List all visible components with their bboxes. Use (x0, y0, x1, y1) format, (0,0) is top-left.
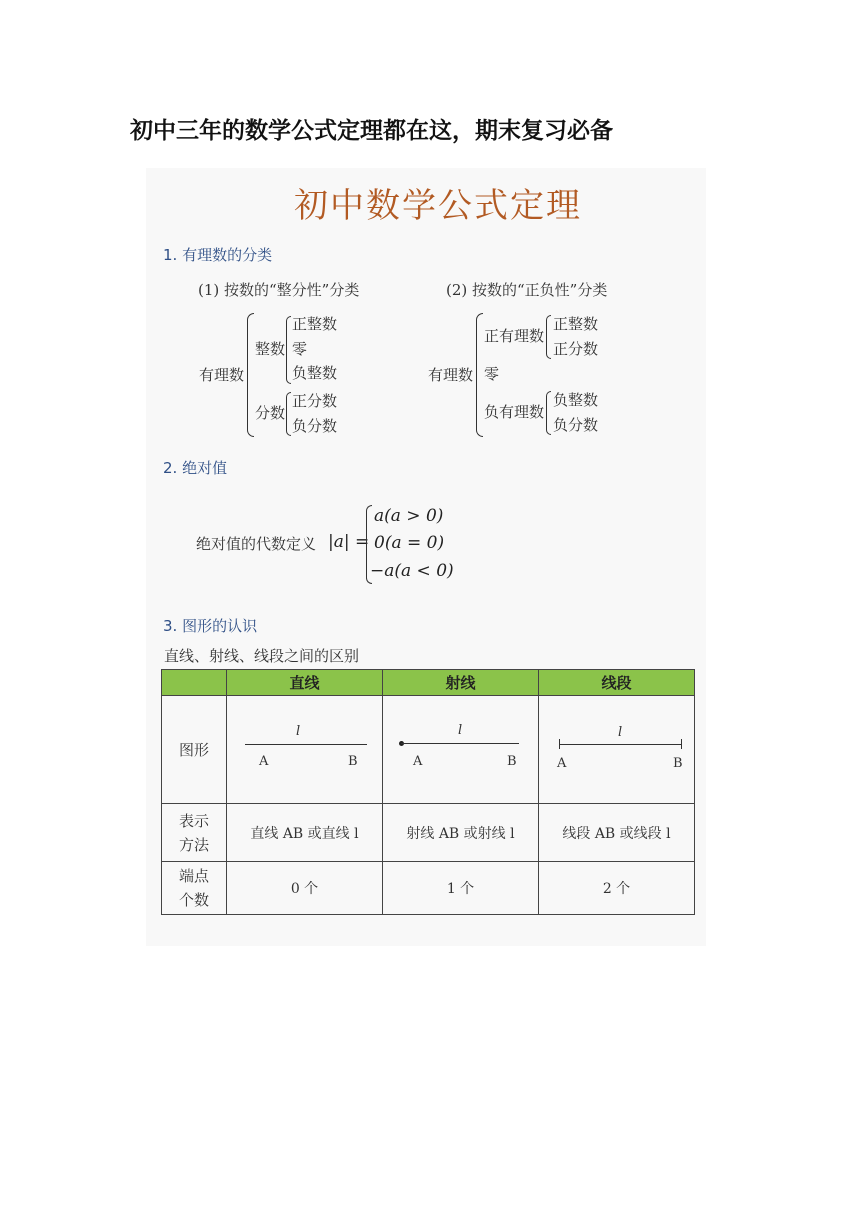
left-g2-name: 分数 (255, 404, 286, 422)
figure-segment (539, 696, 694, 803)
right-g1-name: 正有理数 (484, 327, 545, 345)
right-g2-item: 负整数 (553, 391, 599, 409)
table-row-figure (162, 696, 695, 804)
figure-line (227, 696, 382, 803)
right-root-brace (476, 313, 483, 437)
figure-ray-cell (383, 696, 539, 804)
left-g1-item: 零 (292, 340, 308, 358)
ray-label-l: l (458, 723, 463, 738)
right-g1-item: 正整数 (553, 315, 599, 333)
abs-def-label: 绝对值的代数定义 (196, 535, 317, 553)
left-g1-item: 负整数 (292, 364, 338, 382)
section3-subheading: 直线、射线、线段之间的区别 (164, 647, 360, 665)
notation-cell: 直线 AB 或直线 l (227, 804, 383, 862)
right-g2-item: 负分数 (553, 416, 599, 434)
table-header-row (162, 670, 695, 696)
line-label-l: l (296, 724, 301, 739)
abs-case (370, 561, 454, 581)
column-header-ray: 射线 (383, 670, 539, 696)
abs-lhs (328, 532, 369, 552)
abs-case (374, 533, 444, 553)
endpoint-count-cell: 2 个 (539, 862, 695, 915)
left-g2-item: 正分数 (292, 392, 338, 410)
right-g2-name: 负有理数 (484, 403, 545, 421)
left-g2-item: 负分数 (292, 417, 338, 435)
column-header-line: 直线 (227, 670, 383, 696)
segment-label-l: l (618, 725, 623, 740)
figure-segment-cell (539, 696, 695, 804)
point-a-label: A (259, 754, 269, 769)
left-g1-brace (286, 316, 291, 384)
ray-stroke (401, 743, 519, 744)
row-label-notation: 表示方法 (162, 804, 227, 862)
figure-ray (383, 696, 538, 803)
line-stroke (245, 744, 367, 745)
figure-line-cell (227, 696, 383, 804)
point-b-label: B (673, 756, 683, 771)
right-root: 有理数 (428, 366, 474, 384)
row-label-figure: 图形 (162, 696, 227, 804)
table-header-blank (162, 670, 227, 696)
left-root: 有理数 (199, 366, 245, 384)
card-title: 初中数学公式定理 (294, 186, 582, 226)
abs-case-text: a(a > 0) (374, 506, 444, 526)
point-a-label: A (413, 754, 423, 769)
segment-tick-right (681, 739, 682, 749)
abs-case-text: −a(a < 0) (370, 561, 454, 581)
point-a-label: A (557, 756, 567, 771)
abs-case (374, 506, 443, 526)
section2-heading: 2. 绝对值 (163, 459, 228, 477)
abs-case-text: 0(a = 0) (374, 533, 445, 553)
abs-lhs-text: |a| = (328, 532, 370, 552)
line-comparison-table (161, 669, 695, 915)
right-g1-item: 正分数 (553, 340, 599, 358)
right-g2-brace (546, 391, 551, 435)
right-caption: (2) 按数的“正负性”分类 (446, 281, 608, 299)
row-label-endpoints: 端点个数 (162, 862, 227, 915)
column-header-segment: 线段 (539, 670, 695, 696)
endpoint-count-cell: 1 个 (383, 862, 539, 915)
page-headline: 初中三年的数学公式定理都在这，期末复习必备 (130, 118, 613, 144)
endpoint-count-cell: 0 个 (227, 862, 383, 915)
right-g1-brace (546, 315, 551, 359)
left-g2-brace (286, 392, 291, 436)
table-row-notation (162, 804, 695, 862)
segment-stroke (559, 744, 681, 745)
section3-heading: 3. 图形的认识 (163, 617, 258, 635)
left-g1-item: 正整数 (292, 315, 338, 333)
point-b-label: B (507, 754, 517, 769)
left-g1-name: 整数 (255, 340, 286, 358)
notation-cell: 射线 AB 或射线 l (383, 804, 539, 862)
right-zero: 零 (484, 365, 500, 383)
notation-cell: 线段 AB 或线段 l (539, 804, 695, 862)
table-row-endpoints (162, 862, 695, 915)
left-caption: (1) 按数的“整分性”分类 (198, 281, 360, 299)
point-b-label: B (348, 754, 358, 769)
left-root-brace (247, 313, 254, 437)
section1-heading: 1. 有理数的分类 (163, 246, 273, 264)
